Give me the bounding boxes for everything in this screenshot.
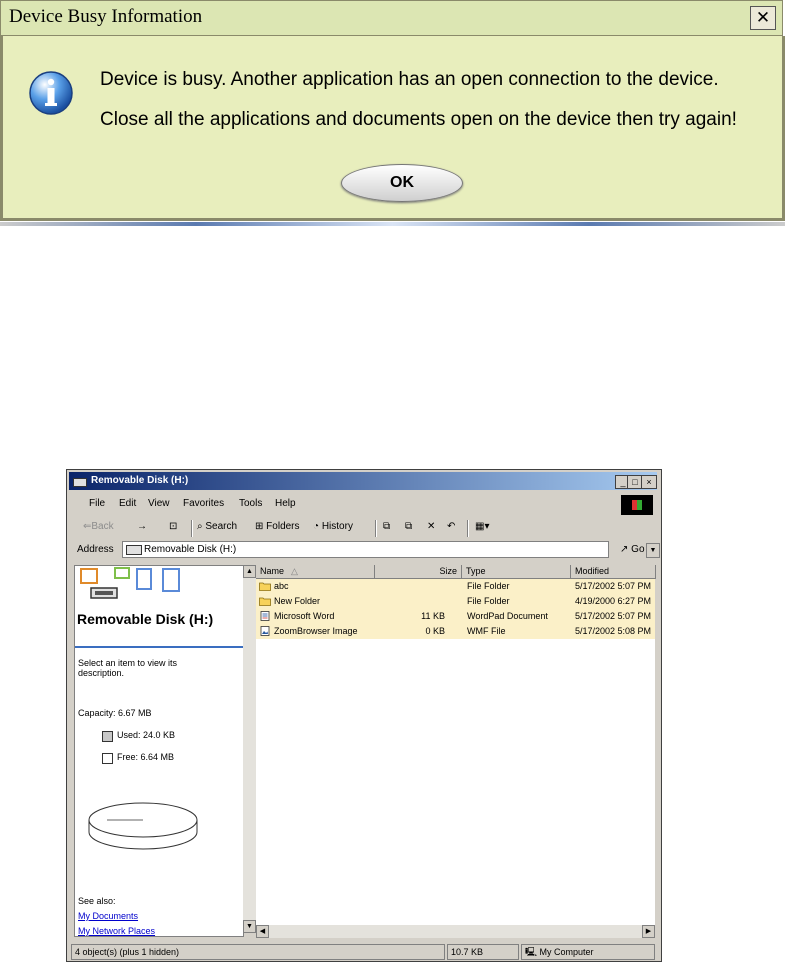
history-label: History [321,521,353,532]
file-modified: 4/19/2000 6:27 PM [575,596,652,606]
drive-icon [73,478,87,487]
file-name: Microsoft Word [274,611,335,621]
status-bar [69,944,659,960]
back-button[interactable]: ⇐Back [83,521,114,532]
details-pane [74,565,244,937]
device-busy-dialog [0,0,785,226]
free-legend-swatch [102,753,113,764]
file-size: 11 KB [421,611,445,621]
document-icon [259,611,271,621]
dialog-message-line1: Device is busy. Another application has an open connection to the device. [100,69,719,90]
file-name: New Folder [274,596,321,606]
move-to-icon[interactable]: ⧉ [383,521,391,532]
history-button[interactable] [313,521,353,532]
window-title: Removable Disk (H:) [91,475,189,486]
explorer-window [66,469,662,962]
pane-divider [75,646,243,648]
file-modified: 5/17/2002 5:07 PM [575,611,652,621]
address-bar [73,540,658,560]
file-name: ZoomBrowser Image [274,626,358,636]
forward-button[interactable]: → [137,521,147,532]
maximize-icon: □ [632,477,638,487]
address-label: Address [77,544,114,555]
sort-ascending-icon: △ [291,566,298,576]
dialog-close-button[interactable] [750,6,776,30]
link-my-network-places[interactable]: My Network Places [78,926,156,936]
status-location: 🖳 My Computer [521,944,655,960]
delete-icon[interactable]: ✕ [427,521,436,532]
disk-usage-pie [87,794,199,858]
file-row[interactable] [256,609,655,624]
go-arrow-icon: ↗ [620,544,629,555]
folders-icon: ⊞ [255,521,264,532]
file-modified: 5/17/2002 5:08 PM [575,626,652,636]
menu-favorites[interactable]: Favorites [183,498,225,509]
minimize-icon: _ [620,477,626,487]
dialog-body [0,36,785,221]
file-type: File Folder [467,596,510,606]
pane-description: Select an item to view its description. [78,658,178,678]
ok-button[interactable]: OK [341,164,463,202]
file-row[interactable] [256,624,655,639]
file-name: abc [274,581,289,591]
pane-title: Removable Disk (H:) [77,611,214,627]
menu-tools[interactable]: Tools [239,498,263,509]
folders-label: Folders [266,521,300,532]
go-button[interactable] [620,544,645,555]
used-text: Used: 24.0 KB [117,730,176,740]
folder-icon [259,581,271,591]
toolbar-separator [191,520,193,537]
free-text: Free: 6.64 MB [117,752,175,762]
link-my-documents[interactable]: My Documents [78,911,139,921]
toolbar-separator [467,520,469,537]
windows-logo [621,495,653,515]
menu-file[interactable]: File [89,498,106,509]
drive-icon [126,545,142,555]
up-folder-icon[interactable]: ⊡ [169,521,178,532]
menu-edit[interactable]: Edit [119,498,137,509]
file-type: WMF File [467,626,506,636]
toolbar [73,518,658,538]
background-strip [0,222,785,226]
folders-button[interactable] [255,521,300,532]
used-legend-swatch [102,731,113,742]
go-label: Go [631,544,645,555]
close-icon: ✕ [755,8,771,27]
toolbar-separator [375,520,377,537]
column-header-size[interactable]: Size [375,565,462,579]
file-type: WordPad Document [467,611,548,621]
column-header-name[interactable]: Name △ [256,565,375,579]
dialog-title-bar [0,0,783,36]
address-value: Removable Disk (H:) [144,544,237,555]
history-icon: ◔ [313,521,320,532]
search-label: Search [205,521,238,532]
search-icon: ⌕ [197,521,203,532]
views-icon[interactable]: ▦▾ [475,521,490,532]
column-header-modified[interactable]: Modified [571,565,656,579]
file-list [256,565,655,927]
horizontal-scrollbar[interactable] [256,925,655,938]
search-button[interactable] [197,521,237,532]
file-size: 0 KB [425,626,445,636]
status-object-count: 4 object(s) (plus 1 hidden) [71,944,445,960]
see-also-label: See also: [78,896,116,906]
scroll-up-icon[interactable]: ▲ [243,565,256,578]
dialog-title: Device Busy Information [9,6,203,27]
close-icon: × [646,477,652,487]
vertical-scrollbar[interactable] [243,565,256,933]
undo-icon[interactable]: ↶ [447,521,456,532]
file-type: File Folder [467,581,510,591]
file-row[interactable] [256,579,655,594]
info-icon [27,69,75,117]
my-computer-icon: 🖳 [525,947,538,957]
image-file-icon [259,626,271,636]
folder-icon [259,596,271,606]
menu-view[interactable]: View [148,498,170,509]
capacity-text: Capacity: 6.67 MB [78,708,152,718]
scroll-down-icon[interactable]: ▼ [243,920,256,933]
drive-banner-graphic [75,566,185,606]
window-title-bar [69,472,657,490]
column-header-type[interactable]: Type [462,565,571,579]
file-row[interactable] [256,594,655,609]
chevron-down-icon[interactable]: ▼ [646,543,660,558]
scroll-right-icon[interactable]: ▶ [642,925,655,938]
copy-to-icon[interactable]: ⧉ [405,521,413,532]
status-size: 10.7 KB [447,944,519,960]
scroll-left-icon[interactable]: ◀ [256,925,269,938]
menu-help[interactable]: Help [275,498,296,509]
dialog-message-line2: Close all the applications and documents open on the device then try again! [100,109,737,130]
close-button[interactable] [641,475,657,489]
file-modified: 5/17/2002 5:07 PM [575,581,652,591]
